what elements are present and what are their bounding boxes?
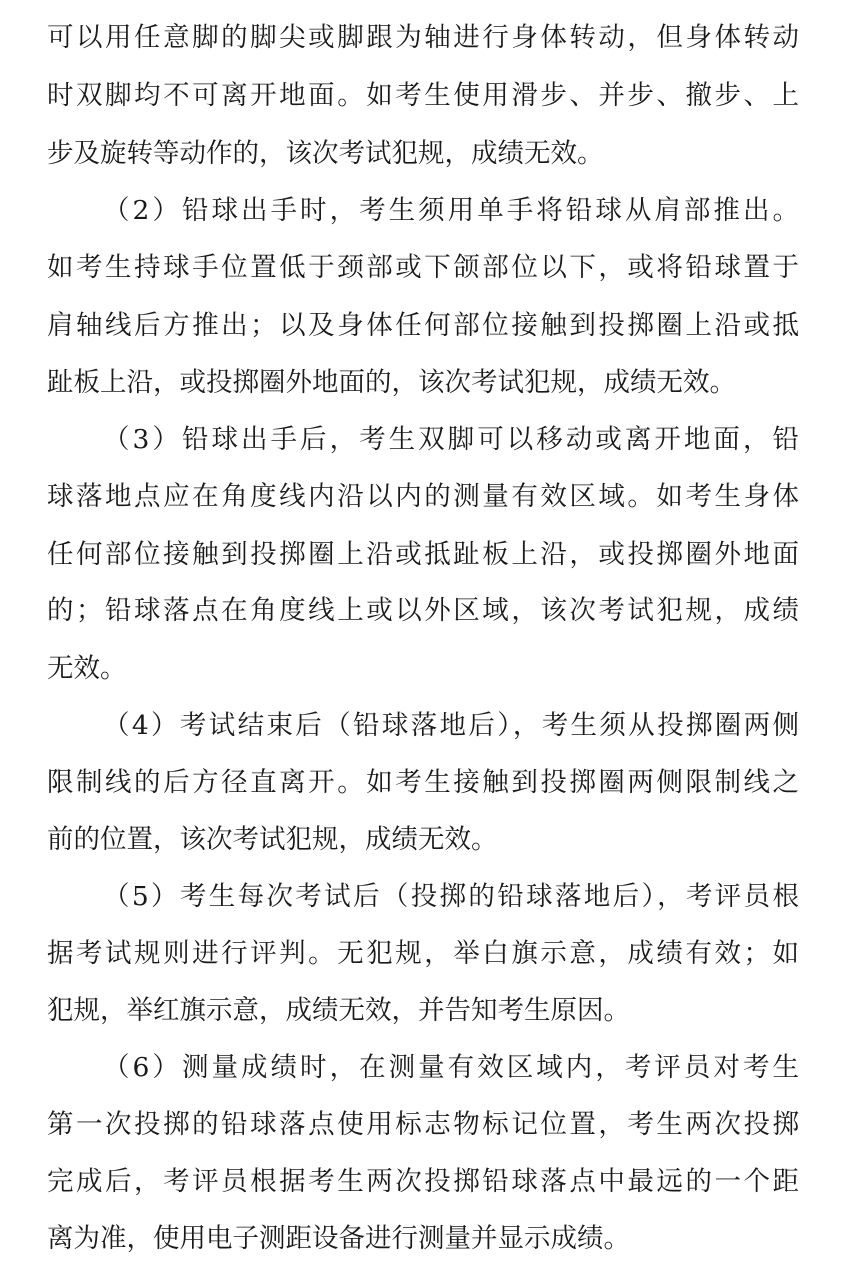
- paragraph-3-first-line: （3）铅球出手后，考生双脚可以移动或离开地面，铅: [103, 424, 799, 455]
- text-line: 前的位置，该次考试犯规，成绩无效。: [47, 824, 498, 855]
- text-line: 趾板上沿，或投掷圈外地面的，该次考试犯规，成绩无效。: [47, 367, 736, 398]
- text-line: 球落地点应在角度线内沿以内的测量有效区域。如考生身体: [47, 481, 799, 512]
- paragraph-2-first-line: （2）铅球出手时，考生须用单手将铅球从肩部推出。: [103, 195, 799, 226]
- paragraph-5-first-line: （5）考生每次考试后（投掷的铅球落地后），考评员根: [103, 881, 799, 912]
- text-line: 无效。: [47, 653, 127, 684]
- text-line: 的；铅球落点在角度线上或以外区域，该次考试犯规，成绩: [47, 595, 799, 626]
- text-line: 如考生持球手位置低于颈部或下颌部位以下，或将铅球置于: [47, 252, 799, 283]
- paragraph-4-first-line: （4）考试结束后（铅球落地后），考生须从投掷圈两侧: [103, 710, 799, 741]
- text-line: 第一次投掷的铅球落点使用标志物标记位置，考生两次投掷: [47, 1109, 799, 1140]
- text-line: 肩轴线后方推出；以及身体任何部位接触到投掷圈上沿或抵: [47, 310, 799, 341]
- text-line: 步及旋转等动作的，该次考试犯规，成绩无效。: [47, 138, 604, 169]
- text-line: 离为准，使用电子测距设备进行测量并显示成绩。: [47, 1223, 630, 1254]
- paragraph-6-first-line: （6）测量成绩时，在测量有效区域内，考评员对考生: [103, 1052, 799, 1083]
- text-line: 时双脚均不可离开地面。如考生使用滑步、并步、撤步、上: [47, 80, 799, 111]
- text-line: 可以用任意脚的脚尖或脚跟为轴进行身体转动，但身体转动: [47, 22, 799, 53]
- text-line: 任何部位接触到投掷圈上沿或抵趾板上沿，或投掷圈外地面: [47, 539, 799, 570]
- text-line: 据考试规则进行评判。无犯规，举白旗示意，成绩有效；如: [47, 938, 799, 969]
- text-line: 完成后，考评员根据考生两次投掷铅球落点中最远的一个距: [47, 1166, 799, 1197]
- text-line: 限制线的后方径直离开。如考生接触到投掷圈两侧限制线之: [47, 767, 799, 798]
- text-line: 犯规，举红旗示意，成绩无效，并告知考生原因。: [47, 995, 630, 1026]
